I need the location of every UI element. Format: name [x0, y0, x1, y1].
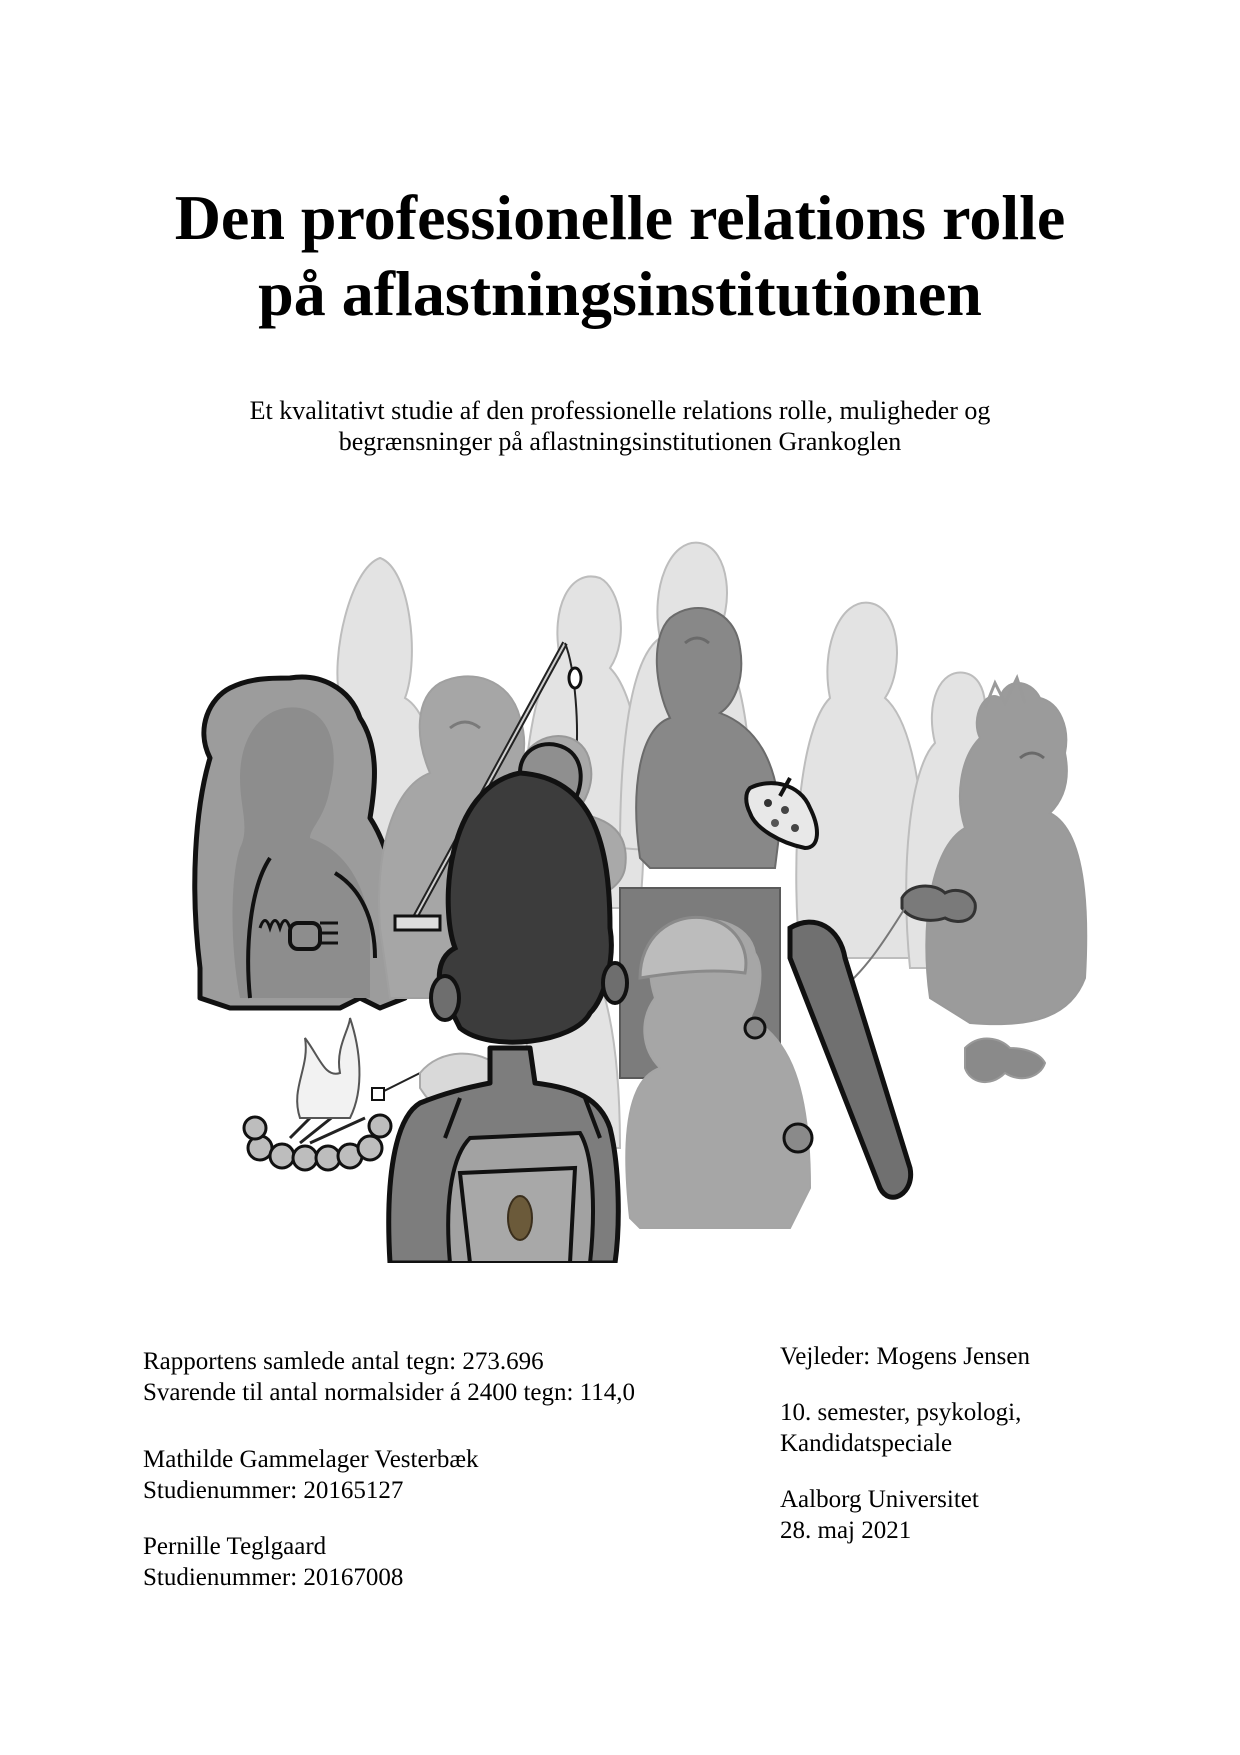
title-line-1: Den professionelle relations rolle [174, 182, 1066, 253]
char-count: Rapportens samlede antal tegn: 273.696 [143, 1348, 544, 1375]
university: Aalborg Universitet [780, 1486, 979, 1513]
subtitle [0, 395, 1240, 457]
subtitle-line-1: Et kvalitativt studie af den professionelle relations rolle, muligheder og [249, 396, 991, 425]
report-info-right [780, 1341, 1030, 1546]
thesis-type: Kandidatspeciale [780, 1430, 953, 1457]
submission-date: 28. maj 2021 [780, 1517, 912, 1544]
author-2 [143, 1531, 635, 1593]
second-game-controller [965, 1039, 1045, 1083]
title-line-2: på aflastningsinstitutionen [258, 258, 982, 329]
author-1-student-id: Studienummer: 20165127 [143, 1477, 404, 1504]
supervisor: Vejleder: Mogens Jensen [780, 1343, 1030, 1370]
subtitle-line-2: begrænsninger på aflastningsinstitutionen Grankoglen [338, 427, 902, 456]
author-1 [143, 1444, 635, 1506]
author-2-name: Pernille Teglgaard [143, 1533, 327, 1560]
author-2-student-id: Studienummer: 20167008 [143, 1564, 404, 1591]
cover-illustration [190, 528, 1110, 1263]
author-1-name: Mathilde Gammelager Vesterbæk [143, 1446, 479, 1473]
person-with-paint-palette [636, 608, 817, 868]
char-count-block [143, 1346, 635, 1408]
normal-pages: Svarende til antal normalsider á 2400 tegn: 114,0 [143, 1379, 636, 1406]
semester: 10. semester, psykologi, [780, 1399, 1022, 1426]
page-title [0, 180, 1240, 332]
report-info-left [143, 1346, 635, 1593]
pine-cone-icon [508, 1196, 532, 1240]
